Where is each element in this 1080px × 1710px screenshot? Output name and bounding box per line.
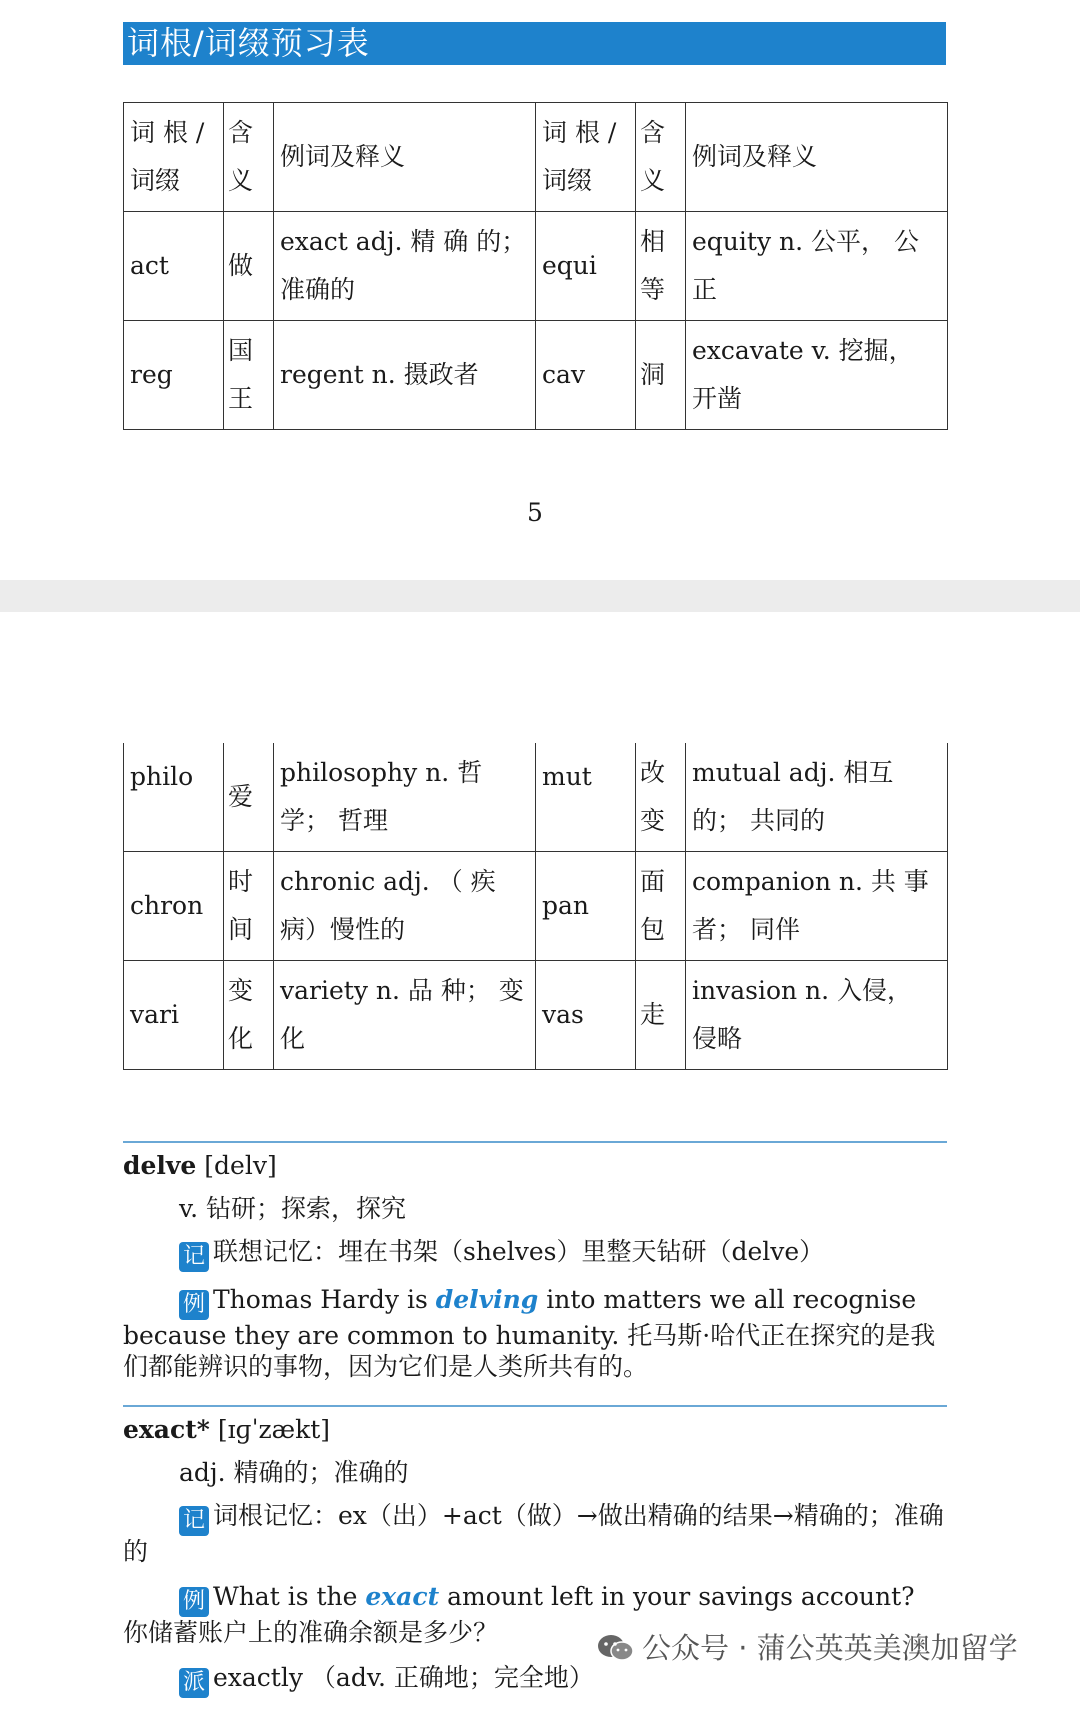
memory-note: 联想记忆：埋在书架（shelves）里整天钻研（delve） <box>213 1237 825 1266</box>
table-row <box>124 321 948 430</box>
example-badge-icon: 例 <box>179 1290 209 1320</box>
example-cell: mutual adj. 相互的； 共同的 <box>686 743 948 852</box>
example-cell: chronic adj. （ 疾 病）慢性的 <box>274 852 536 961</box>
example-cell: companion n. 共 事 者； 同伴 <box>686 852 948 961</box>
definition: adj. 精确的；准确的 <box>179 1458 409 1487</box>
example-text-pre: Thomas Hardy is <box>213 1285 436 1314</box>
root-cell: equi <box>536 212 636 321</box>
meaning-cell: 国 王 <box>224 321 274 430</box>
header-example-a: 例词及释义 <box>274 103 536 212</box>
root-cell: vari <box>124 961 224 1070</box>
example-text-pre: What is the <box>213 1582 366 1611</box>
watermark <box>596 1626 1018 1667</box>
root-cell: vas <box>536 961 636 1070</box>
phonetic: [delv] <box>204 1151 277 1180</box>
meaning-cell: 走 <box>636 961 686 1070</box>
entry-divider <box>123 1141 947 1143</box>
page-number: 5 <box>527 498 543 527</box>
table-row <box>124 852 948 961</box>
meaning-cell: 洞 <box>636 321 686 430</box>
example-text-post: amount left in your savings account? 你储蓄账户上的准确余额是多少？ <box>123 1582 915 1647</box>
meaning-cell: 改 变 <box>636 743 686 852</box>
word-root-table-1 <box>123 102 948 430</box>
table-row <box>124 961 948 1070</box>
meaning-cell: 做 <box>224 212 274 321</box>
example-cell: philosophy n. 哲学； 哲理 <box>274 743 536 852</box>
example-badge-icon: 例 <box>179 1587 209 1617</box>
derived-word: exactly （adv. 正确地；完全地） <box>213 1663 594 1692</box>
root-cell: chron <box>124 852 224 961</box>
memory-note: 词根记忆：ex（出）+act（做）→做出精确的结果→精确的；准确的 <box>123 1501 944 1566</box>
header-meaning-a: 含 义 <box>224 103 274 212</box>
meaning-cell: 相 等 <box>636 212 686 321</box>
root-cell: mut <box>536 743 636 852</box>
memory-badge-icon: 记 <box>179 1242 209 1272</box>
example-cell: equity n. 公平， 公正 <box>686 212 948 321</box>
table-row <box>124 212 948 321</box>
meaning-cell: 变 化 <box>224 961 274 1070</box>
meaning-cell: 面 包 <box>636 852 686 961</box>
example-cell: invasion n. 入侵， 侵略 <box>686 961 948 1070</box>
wechat-icon <box>596 1633 636 1663</box>
root-cell: philo <box>124 743 224 852</box>
phonetic: [ɪɡˈzækt] <box>217 1415 331 1444</box>
example-highlight: delving <box>435 1285 539 1314</box>
headword: exact* <box>123 1415 210 1444</box>
memory-badge-icon: 记 <box>179 1506 209 1536</box>
table-row <box>124 743 948 852</box>
example-cell: variety n. 品 种； 变 化 <box>274 961 536 1070</box>
entry-divider <box>123 1405 947 1407</box>
example-cell: exact adj. 精 确 的； 准确的 <box>274 212 536 321</box>
entry-delve <box>123 1150 947 1396</box>
header-root-a: 词 根 / 词缀 <box>124 103 224 212</box>
example-cell: regent n. 摄政者 <box>274 321 536 430</box>
page-5 <box>0 0 1080 580</box>
derived-badge-icon: 派 <box>179 1668 209 1698</box>
watermark-text: 公众号 · 蒲公英英美澳加留学 <box>642 1631 1018 1665</box>
table-header-row <box>124 103 948 212</box>
meaning-cell: 爱 <box>224 743 274 852</box>
example-cell: excavate v. 挖掘， 开凿 <box>686 321 948 430</box>
root-cell: cav <box>536 321 636 430</box>
headword: delve <box>123 1151 197 1180</box>
header-meaning-b: 含 义 <box>636 103 686 212</box>
header-root-b: 词 根 / 词缀 <box>536 103 636 212</box>
root-cell: reg <box>124 321 224 430</box>
meaning-cell: 时 间 <box>224 852 274 961</box>
root-cell: act <box>124 212 224 321</box>
header-example-b: 例词及释义 <box>686 103 948 212</box>
example-highlight: exact <box>365 1582 440 1611</box>
definition: v. 钻研；探索，探究 <box>179 1194 407 1223</box>
word-root-table-2 <box>123 743 948 1070</box>
root-cell: pan <box>536 852 636 961</box>
example-text-post: into matters we all recognise because they are common to humanity. 托马斯·哈代正在探究的是我们都能辨识的事物，因为它们是人类所共有的。 <box>123 1285 936 1381</box>
section-title: 词根/词缀预习表 <box>123 22 946 65</box>
page-separator <box>0 580 1080 612</box>
